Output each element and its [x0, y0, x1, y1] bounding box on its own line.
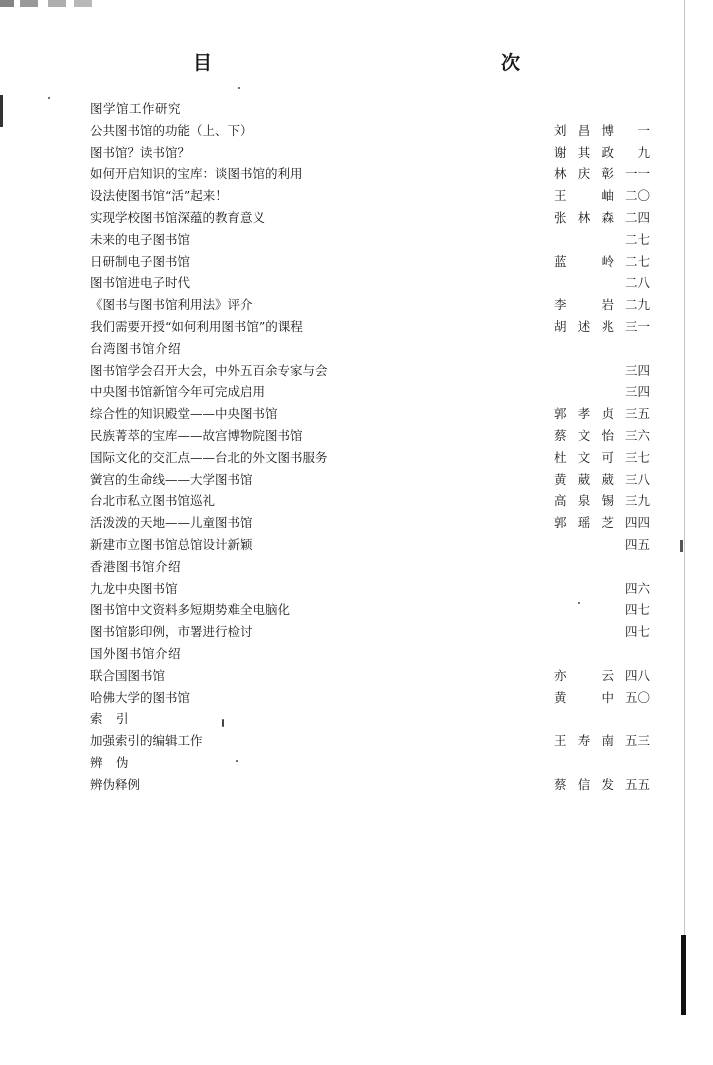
entry-title: 中央图书馆新馆今年可完成启用 — [90, 384, 266, 400]
entry-author: 黄葳葳 — [554, 471, 614, 487]
toc-entry — [90, 381, 650, 403]
entry-title: 图书馆？读书馆？ — [90, 144, 191, 160]
scan-artifact-top — [0, 0, 92, 7]
section-title: 图学馆工作研究 — [90, 101, 182, 116]
entry-title: 台北市私立图书馆巡礼 — [90, 493, 216, 509]
entry-page-number: 四六 — [624, 580, 650, 596]
toc-entry — [90, 251, 650, 273]
table-of-contents — [90, 98, 650, 796]
entry-page-number: 三六 — [624, 427, 650, 443]
entry-title: 图书馆影印例，市署进行检讨 — [90, 624, 253, 640]
toc-entry — [90, 534, 650, 556]
entry-page-number: 三七 — [624, 449, 650, 465]
toc-entry — [90, 163, 650, 185]
entry-title: 民族菁萃的宝库——故宫博物院图书馆 — [90, 427, 303, 443]
entry-title: 公共图书馆的功能（上、下） — [90, 122, 253, 138]
toc-entry — [90, 578, 650, 600]
entry-author: 李 岩 — [554, 297, 614, 313]
toc-section-heading — [90, 643, 650, 665]
toc-entry — [90, 490, 650, 512]
entry-page-number: 三五 — [624, 406, 650, 422]
entry-title: 九龙中央图书馆 — [90, 580, 178, 596]
entry-title: 实现学校图书馆深蕴的教育意义 — [90, 209, 266, 225]
entry-page-number: 三四 — [624, 362, 650, 378]
entry-page-number: 二七 — [624, 253, 650, 269]
entry-title: 哈佛大学的图书馆 — [90, 689, 191, 705]
entry-page-number: 三八 — [624, 471, 650, 487]
entry-page-number: 五五 — [624, 776, 650, 792]
toc-entry — [90, 207, 650, 229]
toc-section-heading — [90, 556, 650, 578]
entry-author: 黄 中 — [554, 689, 614, 705]
entry-page-number: 四八 — [624, 667, 650, 683]
entry-page-number: 四七 — [624, 602, 650, 618]
entry-page-number: 一一 — [624, 166, 650, 182]
entry-title: 综合性的知识殿堂——中央图书馆 — [90, 406, 278, 422]
toc-entry — [90, 425, 650, 447]
toc-section-heading — [90, 708, 650, 730]
toc-entry — [90, 142, 650, 164]
entry-page-number: 二九 — [624, 297, 650, 313]
entry-title: 活泼泼的天地——儿童图书馆 — [90, 515, 253, 531]
entry-page-number: 三九 — [624, 493, 650, 509]
toc-entry — [90, 774, 650, 796]
toc-entry — [90, 294, 650, 316]
entry-title: 《图书与图书馆利用法》评介 — [90, 297, 253, 313]
toc-entry — [90, 469, 650, 491]
toc-entry — [90, 272, 650, 294]
toc-section-heading — [90, 338, 650, 360]
toc-entry — [90, 360, 650, 382]
toc-entry — [90, 120, 650, 142]
scan-artifact-right-tick — [680, 540, 683, 552]
entry-author: 郭瑶芝 — [554, 515, 614, 531]
section-title: 国外图书馆介绍 — [90, 645, 182, 661]
toc-entry — [90, 621, 650, 643]
entry-page-number: 三四 — [624, 384, 650, 400]
toc-entry — [90, 512, 650, 534]
entry-page-number: 二七 — [624, 231, 650, 247]
entry-author: 蓝 岭 — [554, 253, 614, 269]
section-title: 辨 伪 — [90, 754, 130, 770]
section-title: 索 引 — [90, 711, 130, 727]
entry-title: 我们需要开授“如何利用图书馆”的课程 — [90, 318, 303, 334]
entry-author: 刘昌博 — [554, 122, 614, 138]
toc-entry — [90, 185, 650, 207]
entry-author: 胡述兆 — [554, 318, 614, 334]
entry-title: 如何开启知识的宝库：谈图书馆的利用 — [90, 166, 303, 182]
entry-page-number: 一 — [637, 122, 650, 138]
entry-author: 林庆彰 — [554, 166, 614, 182]
entry-title: 国际文化的交汇点——台北的外文图书服务 — [90, 449, 328, 465]
section-title: 台湾图书馆介绍 — [90, 340, 182, 356]
toc-entry — [90, 447, 650, 469]
scan-speck — [238, 87, 240, 89]
toc-entry — [90, 665, 650, 687]
entry-author: 郭孝贞 — [554, 406, 614, 422]
toc-entry — [90, 730, 650, 752]
entry-title: 联合国图书馆 — [90, 667, 166, 683]
entry-title: 新建市立图书馆总馆设计新颖 — [90, 536, 253, 552]
entry-title: 设法使图书馆“活”起来！ — [90, 188, 228, 204]
toc-entry — [90, 687, 650, 709]
entry-title: 未来的电子图书馆 — [90, 231, 191, 247]
entry-author: 蔡文怡 — [554, 427, 614, 443]
scan-speck — [48, 97, 50, 99]
scan-artifact-right-bar — [681, 935, 686, 1015]
entry-title: 辨伪释例 — [90, 776, 141, 792]
toc-entry — [90, 599, 650, 621]
entry-title: 日研制电子图书馆 — [90, 253, 191, 269]
entry-author: 蔡信发 — [554, 776, 614, 792]
entry-title: 图书馆进电子时代 — [90, 275, 191, 291]
entry-author: 高泉锡 — [554, 493, 614, 509]
toc-section-heading — [90, 98, 650, 120]
entry-page-number: 四四 — [624, 515, 650, 531]
entry-title: 黉宫的生命线——大学图书馆 — [90, 471, 253, 487]
entry-author: 谢其政 — [554, 144, 614, 160]
scan-artifact-right-edge — [684, 0, 685, 1000]
entry-page-number: 四七 — [624, 624, 650, 640]
section-title: 香港图书馆介绍 — [90, 558, 182, 574]
entry-page-number: 四五 — [624, 536, 650, 552]
entry-page-number: 二四 — [624, 209, 650, 225]
entry-author: 亦 云 — [554, 667, 614, 683]
entry-author: 王 岫 — [554, 188, 614, 204]
toc-section-heading — [90, 752, 650, 774]
entry-page-number: 九 — [637, 144, 650, 160]
entry-page-number: 五〇 — [624, 689, 650, 705]
scan-artifact-left-mark — [0, 95, 3, 127]
page-title: 目 次 — [192, 52, 578, 74]
toc-entry — [90, 316, 650, 338]
toc-entry — [90, 403, 650, 425]
entry-title: 图书馆中文资料多短期势难全电脑化 — [90, 602, 291, 618]
entry-title: 图书馆学会召开大会，中外五百余专家与会 — [90, 362, 328, 378]
entry-page-number: 三一 — [624, 318, 650, 334]
entry-author: 张林森 — [554, 209, 614, 225]
entry-page-number: 二八 — [624, 275, 650, 291]
entry-title: 加强索引的编辑工作 — [90, 733, 203, 749]
entry-author: 王寿南 — [554, 733, 614, 749]
toc-entry — [90, 229, 650, 251]
entry-author: 杜文可 — [554, 449, 614, 465]
entry-page-number: 五三 — [624, 733, 650, 749]
entry-page-number: 二〇 — [624, 188, 650, 204]
